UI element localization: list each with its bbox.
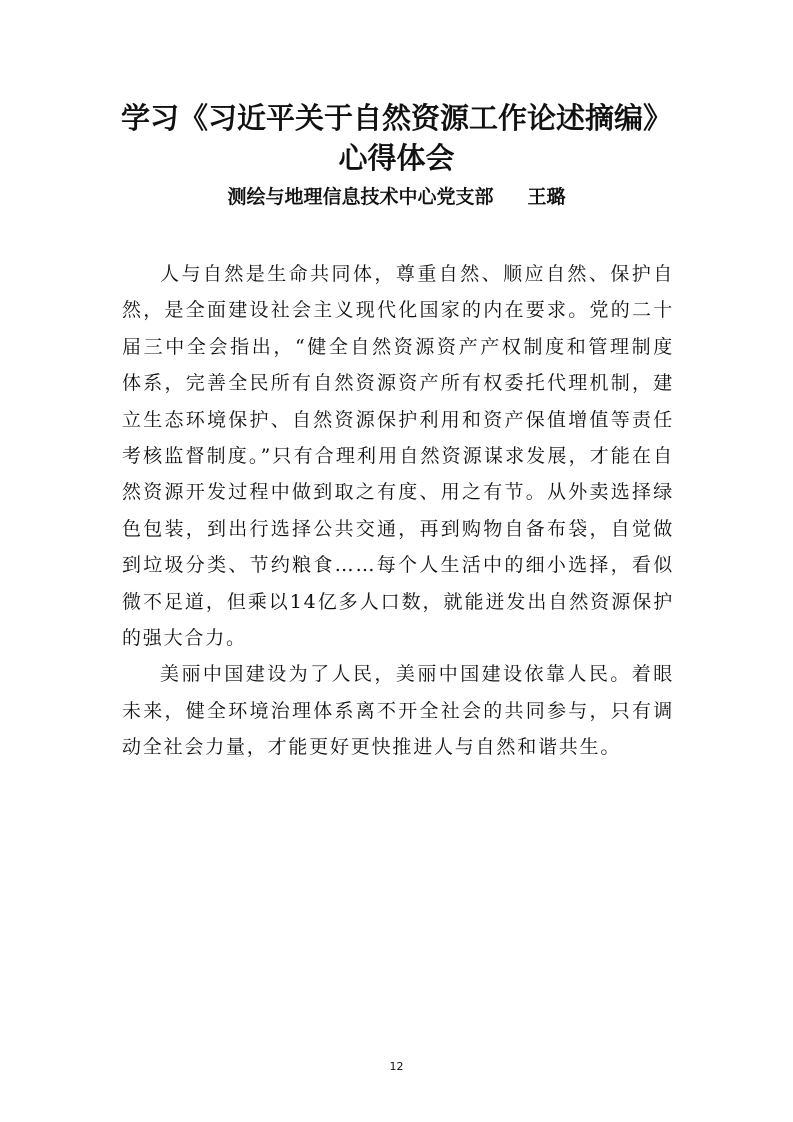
byline [0,182,793,212]
document-title-line-2: 心得体会 [338,141,455,175]
paragraph: 人与自然是生命共同体，尊重自然、顺应自然、保护自然，是全面建设社会主义现代化国家的内在要求。党的二十届三中全会指出，“健全自然资源资产产权制度和管理制度体系，完善全民所有自然资源资产所有权委托代理机制，建立生态环境保护、自然资源保护利用和资产保值增值等责任考核监督制度。”只有合理利用自然资源谋求发展，才能在自然资源开发过程中做到取之有度、用之有节。从外卖选择绿色包装，到出行选择公共交通，再到购物自备布袋，自觉做到垃圾分类、节约粮食……每个人生活中的细小选择，看似微不足道，但乘以14亿多人口数，就能迸发出自然资源保护的强大合力。 [122,263,674,650]
organization: 测绘与地理信息技术中心党支部 [227,186,494,208]
document-body [122,256,674,766]
document-title-line-1: 学习《习近平关于自然资源工作论述摘编》 [120,101,672,135]
page-number: 12 [389,1060,404,1073]
paragraph: 美丽中国建设为了人民，美丽中国建设依靠人民。着眼未来，健全环境治理体系离不开全社会的共同参与，只有调动全社会力量，才能更好更快推进人与自然和谐共生。 [122,663,674,759]
author: 王璐 [527,186,566,208]
